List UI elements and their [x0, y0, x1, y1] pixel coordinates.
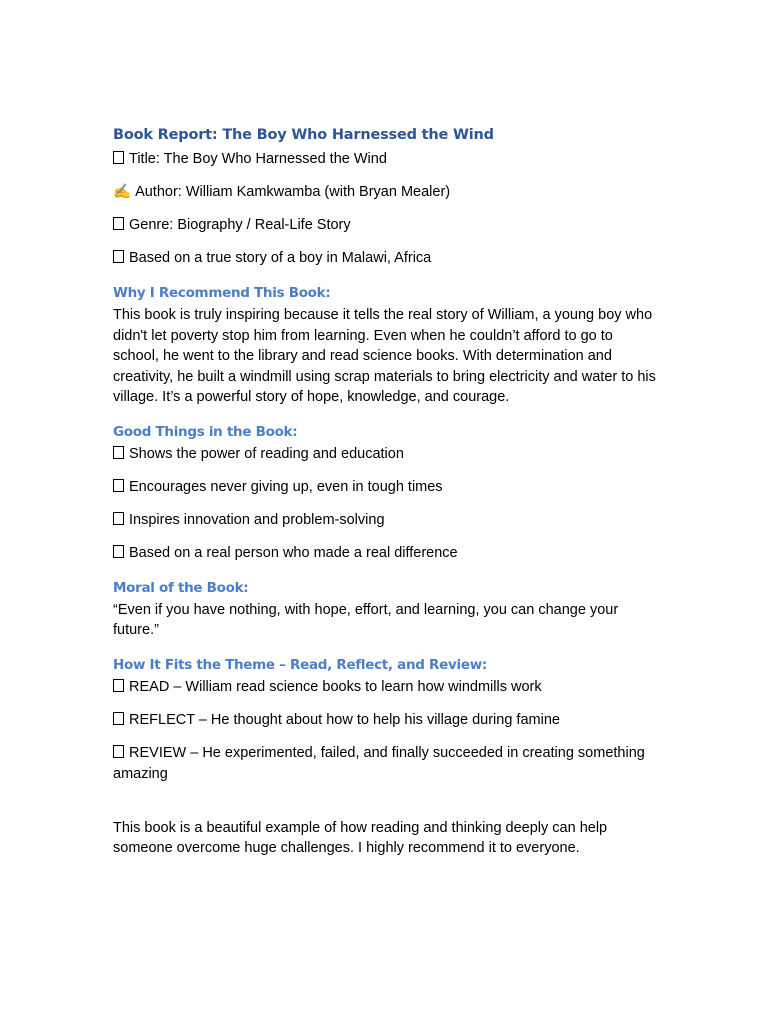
recommend-body: This book is truly inspiring because it tells the real story of William, a young boy who didn't let poverty stop him from learning. Even when he couldn’t afford to go to school, he went to the library and read science books. With determination and creativity, he built a windmill using scrap materials to bring electricity and water to his village. It’s a powerful story of hope, knowledge, and courage.: [113, 307, 656, 405]
box-glyph-icon: [113, 217, 124, 230]
box-glyph-icon: [113, 250, 124, 263]
list-item: Shows the power of reading and education: [113, 444, 661, 465]
recommend-heading: Why I Recommend This Book:: [113, 285, 331, 301]
list-item: Inspires innovation and problem-solving: [113, 510, 661, 531]
box-glyph-icon: [113, 479, 124, 492]
spacer: [113, 785, 661, 818]
good-things-heading: Good Things in the Book:: [113, 423, 298, 440]
list-item: REFLECT – He thought about how to help his village during famine: [113, 710, 661, 731]
box-glyph-icon: [113, 512, 124, 525]
info-title: Title: The Boy Who Harnessed the Wind: [113, 149, 661, 170]
theme-heading: How It Fits the Theme – Read, Reflect, and Review:: [113, 656, 487, 673]
box-glyph-icon: [113, 712, 124, 725]
list-item: Based on a real person who made a real difference: [113, 543, 661, 564]
document-page: [113, 124, 661, 859]
closing-paragraph: This book is a beautiful example of how reading and thinking deeply can help someone overcome huge challenges. I highly recommend it to everyone.: [113, 819, 608, 856]
box-glyph-icon: [113, 745, 124, 758]
box-glyph-icon: [113, 151, 124, 164]
info-author: ✍ Author: William Kamkwamba (with Bryan Mealer): [113, 182, 661, 203]
info-based-on: Based on a true story of a boy in Malawi, Africa: [113, 248, 661, 269]
list-item: Encourages never giving up, even in tough times: [113, 477, 661, 498]
document-title: Book Report: The Boy Who Harnessed the Wind: [113, 127, 494, 143]
box-glyph-icon: [113, 545, 124, 558]
moral-body: “Even if you have nothing, with hope, effort, and learning, you can change your future.”: [113, 601, 619, 638]
box-glyph-icon: [113, 446, 124, 459]
box-glyph-icon: [113, 679, 124, 692]
list-item: REVIEW – He experimented, failed, and finally succeeded in creating something amazing: [113, 744, 645, 782]
moral-heading: Moral of the Book:: [113, 579, 249, 596]
info-genre: Genre: Biography / Real-Life Story: [113, 215, 661, 236]
writing-hand-icon: ✍: [113, 184, 132, 200]
list-item: READ – William read science books to learn how windmills work: [113, 677, 661, 698]
